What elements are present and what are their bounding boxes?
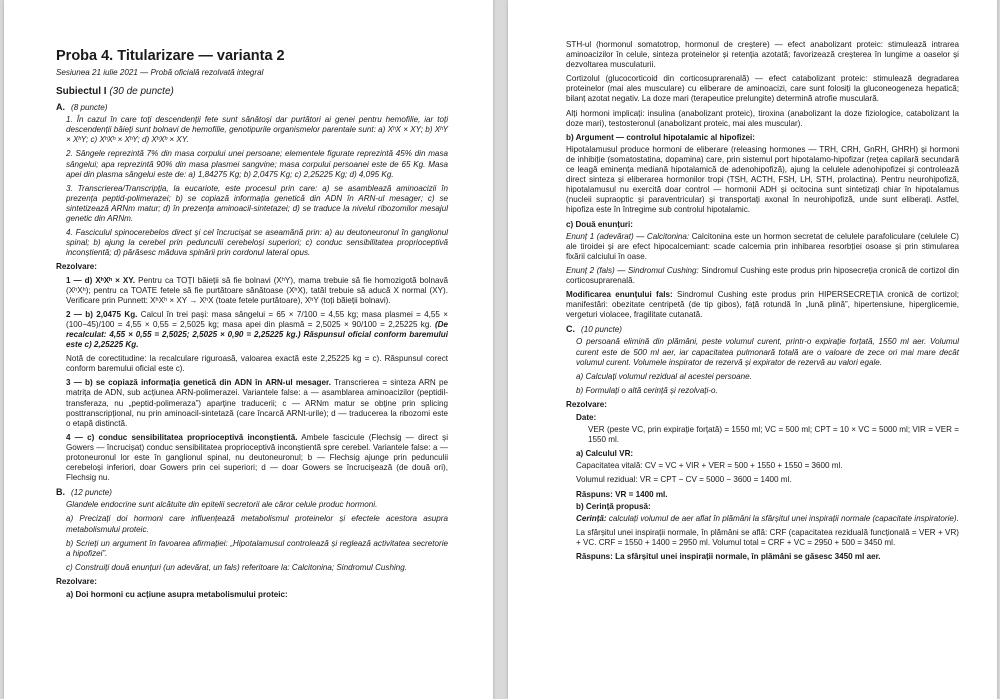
answer-2-head: 2 — b) 2,0475 Kg. — [66, 309, 138, 319]
subject-points: (30 de puncte) — [109, 86, 174, 98]
section-c-heading — [566, 324, 959, 335]
date-text: VER (peste VC, prin expirație forțată) = 1550 ml; VC = 500 ml; CPT = 10 × VC = 5000 ml; VIR = VER = 1550 ml. — [588, 425, 959, 445]
rezolvare-c-label: Rezolvare: — [566, 399, 607, 409]
b-argument-text: Hipotalamusul produce hormoni de eliberare (releasing hormones — TRH, CRH, GnRH, GHRH) și hormoni de inhibiție (somatostatina, dopamina) care, prin sistemul port hipotalamo-hipofizar (rețea capilară secundară ce leagă eminența mediană hipotalamică de adenohipofiză), ajung la celulele adenohipofizei și controlează direct sinteza și eliberarea hormonilor tropi (TSH, ACTH, FSH, LH, STH, prolactina). Pentru neurohipofiză, hipotalamusul nu exercită doar control — hormonii ADH și ocitocina sunt sintetizați chiar în hipotalamus (nucleii supraoptic și paraventricular) și transportați axonal în neurohipofiză, unde sunt eliberați. Astfel, hipofiza este în întregime sub controlul hipotalamic. — [566, 144, 959, 215]
answer-1 — [66, 276, 448, 306]
section-c-label: C. — [566, 324, 575, 335]
capacitate-vitala: Capacitatea vitală: CV = VC + VIR + VER = 500 + 1550 + 1550 = 3600 ml. — [576, 461, 843, 471]
section-b-item-c: c) Construiți două enunțuri (un adevărat, un fals) referitoare la: Calcitonina; Sindromul Cushing. — [66, 562, 408, 572]
answer-2-recalc: (De recalculat: 4,55 × 0,55 = 2,5025; 2,5025 × 0,90 = 2,25225 kg.) Răspunsul oficial conform baremului este c) 2,25225 Kg. — [66, 319, 449, 350]
subject-heading — [56, 85, 448, 98]
cerinta-text: calculați volumul de aer aflat în plămâni la sfârșitul unei inspirații normale (capacitate inspiratorie). — [606, 513, 959, 523]
volum-rezidual: Volumul rezidual: VR = CPT − CV = 5000 − 3600 = 1400 ml. — [576, 475, 792, 485]
section-b-intro: Glandele endocrine sunt alcătuite din epitelii secretorii ale căror celule produc hormoni. — [66, 500, 378, 510]
document-page-1 — [4, 0, 493, 699]
section-a-label: A. — [56, 102, 65, 113]
enunt-2 — [566, 266, 959, 286]
alti-hormoni-paragraph: Alți hormoni implicați: insulina (anabolizant proteic), tiroxina (anabolizant la doze fiziologice, catabolizant la doze mari), testosteronul (anabolizant proteic, mai ales muscular). — [566, 108, 959, 128]
enunt-2-text: Sindromul Cushing este produs prin hiposecreția cronică de cortizol din corticosuprarenală. — [566, 265, 959, 285]
rezolvare-b-label: Rezolvare: — [56, 576, 97, 586]
rezolvare-a-label: Rezolvare: — [56, 262, 97, 272]
answer-2 — [66, 310, 448, 350]
section-c-item-a: a) Calculați volumul rezidual al acestei persoane. — [576, 371, 752, 381]
section-b-heading — [56, 487, 448, 498]
answer-4-head: 4 — c) conduc sensibilitatea proprioceptivă inconștientă. — [66, 432, 298, 442]
c-enunturi-heading: c) Două enunțuri: — [566, 219, 633, 229]
answer-3-head: 3 — b) se copiază informația genetică din ADN în ARN-ul mesager. — [66, 378, 331, 388]
answer-3-body: Transcrierea = sinteza ARN pe matrița de ADN, sub acțiunea ARN-polimerazei. Variantele false: a — asamblarea aminoacizilor (peptidil-transferaza, nu „peptid-polimeraza”) aparține traducerii; c — ARNm matur se obține prin splicing posttranscripțional, nu prin aminoacil-sintetază (care încarcă ARNt-urile); d — traducerea la ribozomi este o etapă distinctă. — [66, 378, 448, 428]
enunt-2-label: Enunț 2 (fals) — Sindromul Cushing: — [566, 265, 699, 275]
section-b-label: B. — [56, 487, 65, 498]
section-a-heading — [56, 102, 448, 113]
modificare-text: Sindromul Cushing este produs prin HIPERSECREȚIA cronică de cortizol; manifestări: obezitate centripetă (de tip gibos), față rotundă în „lună plină”, hipertensiune, hiperglicemie, vergeturi violacee, fragilitate cutanată. — [566, 290, 959, 320]
answer-1-body: Pentru ca TOȚI băieții să fie bolnavi (XʰY), mama trebuie să fie homozigotă bolnavă (XʰXʰ); pentru ca TOATE fetele să fie purtătoare sănătoase (XʰX), tatăl trebuie să aducă X normal (XY). Verificare prin Punnett: XʰXʰ × XY → XʰX (toate fetele purtătoare), XʰY (toți băieții bolnavi). — [66, 275, 448, 305]
section-c-points: (10 puncte) — [581, 325, 622, 335]
cerinta-heading: b) Cerință propusă: — [576, 501, 651, 511]
modificare-label: Modificarea enunțului fals: — [566, 290, 673, 300]
question-4: 4. Fasciculul spinocerebelos direct și cel încrucișat se aseamănă prin: a) au deutoneuronul în ganglionul spinal; b) ajung la cerebel prin pedunculii cerebeloși superiori; c) conduc sensibilitatea proprioceptivă inconștientă; d) părăsesc măduva spinării prin cordonul lateral opus. — [66, 228, 448, 258]
answer-4-body: Ambele fascicule (Flechsig — direct și Gowers — încrucișat) conduc sensibilitatea proprioceptivă inconștientă spre cerebel. Variantele false: a — protoneuronul lor este în ganglionul spinal, nu deutoneuronul; b — Flechsig ajunge prin pedunculii cerebeloși inferiori, doar Gowers prin cei superiori; d — doar Gowers se încrucișează (de două ori), Flechsig nu. — [66, 432, 448, 483]
answer-2-note: Notă de corectitudine: la recalculare riguroasă, valoarea exactă este 2,25225 kg = c). Răspunsul corect conform baremului oficial este c). — [66, 354, 448, 374]
page-title: Proba 4. Titularizare — varianta 2 — [56, 48, 285, 64]
section-c-item-b: b) Formulați o altă cerință și rezolvați-o. — [576, 385, 718, 395]
sth-paragraph: STH-ul (hormonul somatotrop, hormonul de creștere) — efect anabolizant proteic: stimulează intrarea aminoacizilor în celule, sinteza proteinelor și retenția azotată; favorizează creșterea în lungime a oaselor și dezvoltarea musculaturii. — [566, 40, 959, 70]
page-subtitle: Sesiunea 21 iulie 2021 — Probă oficială rezolvată integral — [56, 68, 264, 77]
answer-4 — [66, 433, 448, 483]
cortizol-paragraph: Cortizolul (glucocorticoid din corticosuprarenală) — efect catabolizant proteic: stimulează degradarea proteinelor (mai ales musculare) cu eliberare de aminoacizi, care sunt folosiți la gluconeogeneza hepatică; bilanț azotat negativ. La doze mari (terapeutice prelungite) determină atrofie musculară. — [566, 74, 959, 104]
enunt-1-label: Enunț 1 (adevărat) — Calcitonina: — [566, 231, 690, 241]
subject-title: Subiectul I — [56, 86, 107, 98]
b-a-heading: a) Doi hormoni cu acțiune asupra metabolismului proteic: — [66, 590, 288, 600]
question-1: 1. În cazul în care toți descendenții fete sunt sănătoși dar purtători ai genei pentru hemofilie, iar toți descendenții băieți sunt bolnavi de hemofilie, genotipurile organismelor parentale sunt: a) XʰX × XY; b) XʰY × XʰY; c) XʰXʰ × XʰY; d) XʰXʰ × XY. — [66, 115, 448, 145]
cerinta-label: Cerință: — [576, 513, 607, 523]
b-argument-heading: b) Argument — controlul hipotalamic al hipofizei: — [566, 132, 756, 142]
raspuns-b: Răspuns: La sfârșitul unei inspirații normale, în plămâni se găsesc 3450 ml aer. — [576, 552, 881, 562]
enunt-1 — [566, 232, 959, 262]
section-b-item-a: a) Precizați doi hormoni care influențează metabolismul proteinelor și efectele acestora asupra metabolismului proteic. — [66, 514, 448, 534]
calcul-vr-heading: a) Calculul VR: — [576, 449, 634, 459]
section-c-intro: O persoană elimină din plămâni, peste volumul curent, printr-o expirație forțată, 1550 ml aer. Volumul curent este de 500 ml aer, iar capacitatea pulmonară totală are o valoare de zece ori mai mare decât volumul curent. Volumele inspirator de rezervă și expirator de rezervă au valori egale. — [576, 337, 959, 367]
raspuns-a: Răspuns: VR = 1400 ml. — [576, 489, 668, 499]
question-3: 3. Transcrierea/Transcripția, la eucariote, este procesul prin care: a) se asamblează aminoacizii în prezența peptid-polimerazei; b) se copiază informația genetică din ADN în ARN-ul mesager; c) se sintetizează ARNm matur; d) în prezența aminoacil-sintetazei; d) se traduce la nivelul ribozomilor mesajul genetic din ARNm. — [66, 183, 448, 224]
document-page-2 — [508, 0, 997, 699]
modificare-enunt — [566, 290, 959, 320]
answer-1-head: 1 — d) XʰXʰ × XY. — [66, 275, 136, 285]
answer-2-body: Calcul în trei pași: masa sângelui = 65 × 7/100 = 4,55 kg; masa plasmei = 4,55 × (100−45)/100 = 4,55 × 0,55 = 2,5025 kg; masa apei din plasmă = 2,5025 × 90/100 = 2,25225 kg. — [66, 309, 448, 329]
section-a-points: (8 puncte) — [71, 103, 108, 113]
cerinta — [576, 514, 959, 524]
date-label: Date: — [576, 413, 597, 422]
crf-calc: La sfârșitul unei inspirații normale, în plămâni se află: CRF (capacitatea reziduală funcțională = VER + VR) + VC. CRF = 1550 + 1400 = 2950 ml. Volumul total = CRF + VC = 2950 + 500 = 3450 ml. — [576, 527, 959, 547]
section-b-item-b: b) Scrieți un argument în favoarea afirmației: „Hipotalamusul controlează și reglează activitatea secretorie a hipofizei”. — [66, 538, 448, 558]
question-2: 2. Sângele reprezintă 7% din masa corpului unei persoane; elementele figurate reprezintă 45% din masa sângelui; apa reprezintă 90% din masa plasmei sangvine; masa corpului persoanei este de 65 Kg. Masa apei din plasma sângelui este de: a) 1,84275 Kg; b) 2,0475 Kg; c) 2,25225 Kg; d) 4,095 Kg. — [66, 149, 448, 179]
enunt-1-text: Calcitonina este un hormon secretat de celulele parafoliculare (celulele C) ale tiroidei și are efect hipocalcemiant: scade calcemia prin inhibarea resorbției osoase și prin stimularea fixării calciului în oase. — [566, 231, 959, 261]
section-b-points: (12 puncte) — [71, 488, 112, 498]
answer-3 — [66, 378, 448, 428]
